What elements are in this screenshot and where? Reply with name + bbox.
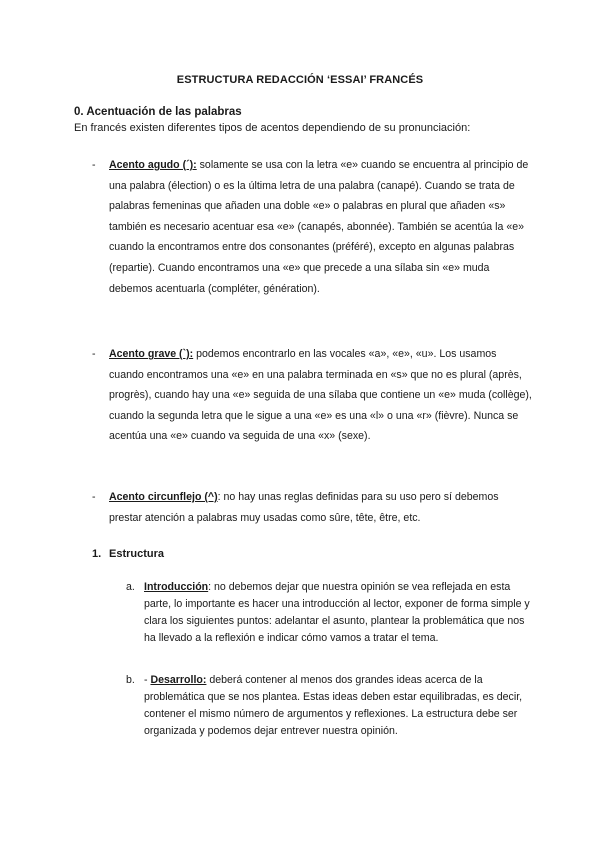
- term-description: podemos encontrarlo en las vocales «a», «e», «u». Los usamos cuando encontramos una «e» en una palabra terminada en «s» que no es plural (après, progrès), cuando hay una «e» seguida de una sílaba que contiene un «e» muda (collège), cuando la segunda letra que le sigue a una «e» es una «l» o una «r» (fièvre). Nunca se acentúa una «e» cuando va seguida de una «x» (sexe).: [109, 348, 532, 443]
- list-item-text: [109, 344, 532, 447]
- section-0-intro: En francés existen diferentes tipos de acentos dependiendo de su pronunciación:: [74, 122, 471, 134]
- list-item-introduccion: [126, 579, 536, 647]
- section-title: Estructura: [109, 548, 165, 560]
- term-desarrollo: Desarrollo:: [150, 674, 207, 686]
- section-number: 1.: [92, 548, 102, 560]
- document-title: ESTRUCTURA REDACCIÓN ‘ESSAI’ FRANCÉS: [176, 74, 424, 86]
- term-introduccion: Introducción: [144, 581, 209, 593]
- list-marker: -: [92, 348, 96, 360]
- list-item-desarrollo: [126, 672, 536, 740]
- term-description: solamente se usa con la letra «e» cuando se encuentra al principio de una palabra (élection) o es la última letra de una palabra (canapé). Cuando se trata de palabras femeninas que añaden una doble «e» o palabras en plural que añaden «s» también es necesario acentuar esa «e» (canapés, abonnée). También se acentúa la «e» cuando la encontramos entre dos consonantes (préféré), excepto en algunas palabras (repartie). Cuando encontramos una «e» que precede a una sílaba sin «e» muda debemos acentuarla (compléter, génération).: [109, 159, 529, 295]
- term-description: : no debemos dejar que nuestra opinión se vea reflejada en esta parte, lo importante es hacer una introducción al lector, exponer de forma simple y clara los siguientes puntos: adelantar el asunto, plantear la problemática que nos ha llevado a la reflexión e indicar cómo vamos a tratar el tema.: [144, 581, 530, 644]
- term-description: : no hay unas reglas definidas para su uso pero sí debemos prestar atención a palabras muy usadas como sûre, tête, être, etc.: [109, 491, 499, 524]
- list-item-text: [109, 487, 532, 528]
- section-1-heading: [92, 548, 164, 560]
- list-item-acento-agudo: [92, 155, 532, 299]
- section-0-heading: 0. Acentuación de las palabras: [74, 106, 242, 118]
- term-acento-agudo: Acento agudo (´):: [109, 159, 197, 171]
- term-prefix: -: [144, 674, 151, 686]
- term-acento-grave: Acento grave (`):: [109, 348, 194, 360]
- list-marker: -: [92, 159, 96, 171]
- list-marker: b.: [126, 674, 135, 686]
- list-item-acento-circunflejo: [92, 487, 532, 528]
- list-item-text: [144, 672, 536, 740]
- list-marker: a.: [126, 581, 135, 593]
- list-item-acento-grave: [92, 344, 532, 447]
- list-item-text: [109, 155, 532, 299]
- list-item-text: [144, 579, 536, 647]
- list-marker: -: [92, 491, 96, 503]
- term-description: deberá contener al menos dos grandes ideas acerca de la problemática que se nos plantea. Estas ideas deben estar equilibradas, es decir, contener el mismo número de argumentos y reflexiones. La estructura debe ser organizada y podemos dejar entrever nuestra opinión.: [144, 674, 523, 737]
- term-acento-circunflejo: Acento circunflejo (^): [109, 491, 218, 503]
